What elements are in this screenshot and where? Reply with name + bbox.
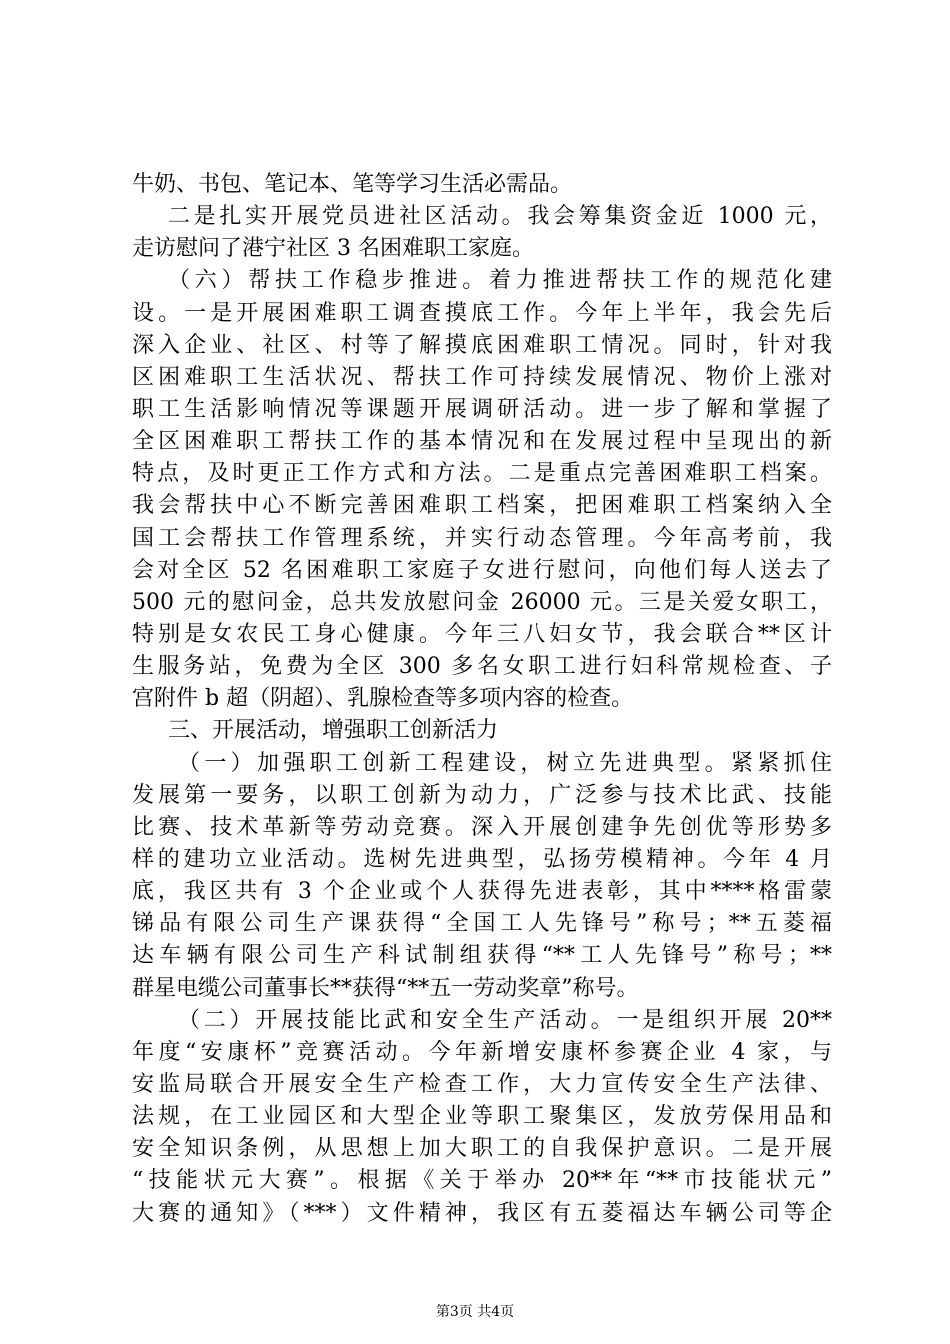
- text-line: 底，我区共有 3 个企业或个人获得先进表彰，其中****格雷蒙: [132, 879, 832, 905]
- text-line: 深入企业、社区、村等了解摸底困难职工情况。同时，针对我: [132, 332, 832, 358]
- text-line: 发展第一要务，以职工创新为动力，广泛参与技术比武、技能: [132, 782, 832, 808]
- text-line: 特别是女农民工身心健康。今年三八妇女节，我会联合**区计: [132, 621, 832, 647]
- section-heading: 三、开展活动，增强职工创新活力: [168, 718, 499, 744]
- text-line: 500 元的慰问金，总共发放慰问金 26000 元。三是关爱女职工，: [132, 589, 832, 615]
- text-line: 达车辆有限公司生产科试制组获得“**工人先锋号”称号；**: [132, 943, 832, 969]
- text-line: 国工会帮扶工作管理系统，并实行动态管理。今年高考前，我: [132, 525, 832, 551]
- text-line: 样的建功立业活动。选树先进典型，弘扬劳模精神。今年 4 月: [132, 846, 832, 872]
- text-line: 法规，在工业园区和大型企业等职工聚集区，发放劳保用品和: [132, 1104, 832, 1130]
- text-line: （一）加强职工创新工程建设，树立先进典型。紧紧抓住: [178, 750, 832, 776]
- text-line: 大赛的通知》（***）文件精神，我区有五菱福达车辆公司等企: [132, 1200, 832, 1226]
- text-line: 安监局联合开展安全生产检查工作，大力宣传安全生产法律、: [132, 1071, 832, 1097]
- text-line: 走访慰问了港宁社区 3 名困难职工家庭。: [132, 236, 534, 262]
- text-line: “技能状元大赛”。根据《关于举办 20**年“**市技能状元”: [132, 1168, 832, 1194]
- text-line: 锑品有限公司生产课获得“全国工人先锋号”称号；**五菱福: [132, 911, 832, 937]
- text-line: 设。一是开展困难职工调查摸底工作。今年上半年，我会先后: [132, 300, 832, 326]
- text-line: 区困难职工生活状况、帮扶工作可持续发展情况、物价上涨对: [132, 364, 832, 390]
- text-line: 特点，及时更正工作方式和方法。二是重点完善困难职工档案。: [132, 461, 832, 487]
- text-line: 会对全区 52 名困难职工家庭子女进行慰问，向他们每人送去了: [132, 557, 832, 583]
- text-line: （六）帮扶工作稳步推进。着力推进帮扶工作的规范化建: [168, 268, 832, 294]
- text-line: 全区困难职工帮扶工作的基本情况和在发展过程中呈现出的新: [132, 429, 832, 455]
- text-line: 群星电缆公司董事长**获得“**五一劳动奖章”称号。: [132, 975, 639, 1001]
- page-number-footer: 第3页 共4页: [435, 1304, 515, 1320]
- text-line: 职工生活影响情况等课题开展调研活动。进一步了解和掌握了: [132, 396, 832, 422]
- text-line: 牛奶、书包、笔记本、笔等学习生活必需品。: [132, 172, 573, 197]
- document-body: [132, 169, 832, 1230]
- text-line: 我会帮扶中心不断完善困难职工档案，把困难职工档案纳入全: [132, 493, 832, 519]
- text-line: 宫附件 b 超（阴超）、乳腺检查等多项内容的检查。: [132, 686, 634, 712]
- text-line: 年度“安康杯”竞赛活动。今年新增安康杯参赛企业 4 家，与: [132, 1039, 832, 1065]
- text-line: （二）开展技能比武和安全生产活动。一是组织开展 20**: [178, 1007, 832, 1033]
- text-line: 安全知识条例，从思想上加大职工的自我保护意识。二是开展: [132, 1136, 832, 1162]
- text-line: 生服务站，免费为全区 300 多名女职工进行妇科常规检查、子: [132, 654, 832, 680]
- text-line: 比赛、技术革新等劳动竞赛。深入开展创建争先创优等形势多: [132, 814, 832, 840]
- text-line: 二是扎实开展党员进社区活动。我会筹集资金近 1000 元，: [168, 204, 832, 230]
